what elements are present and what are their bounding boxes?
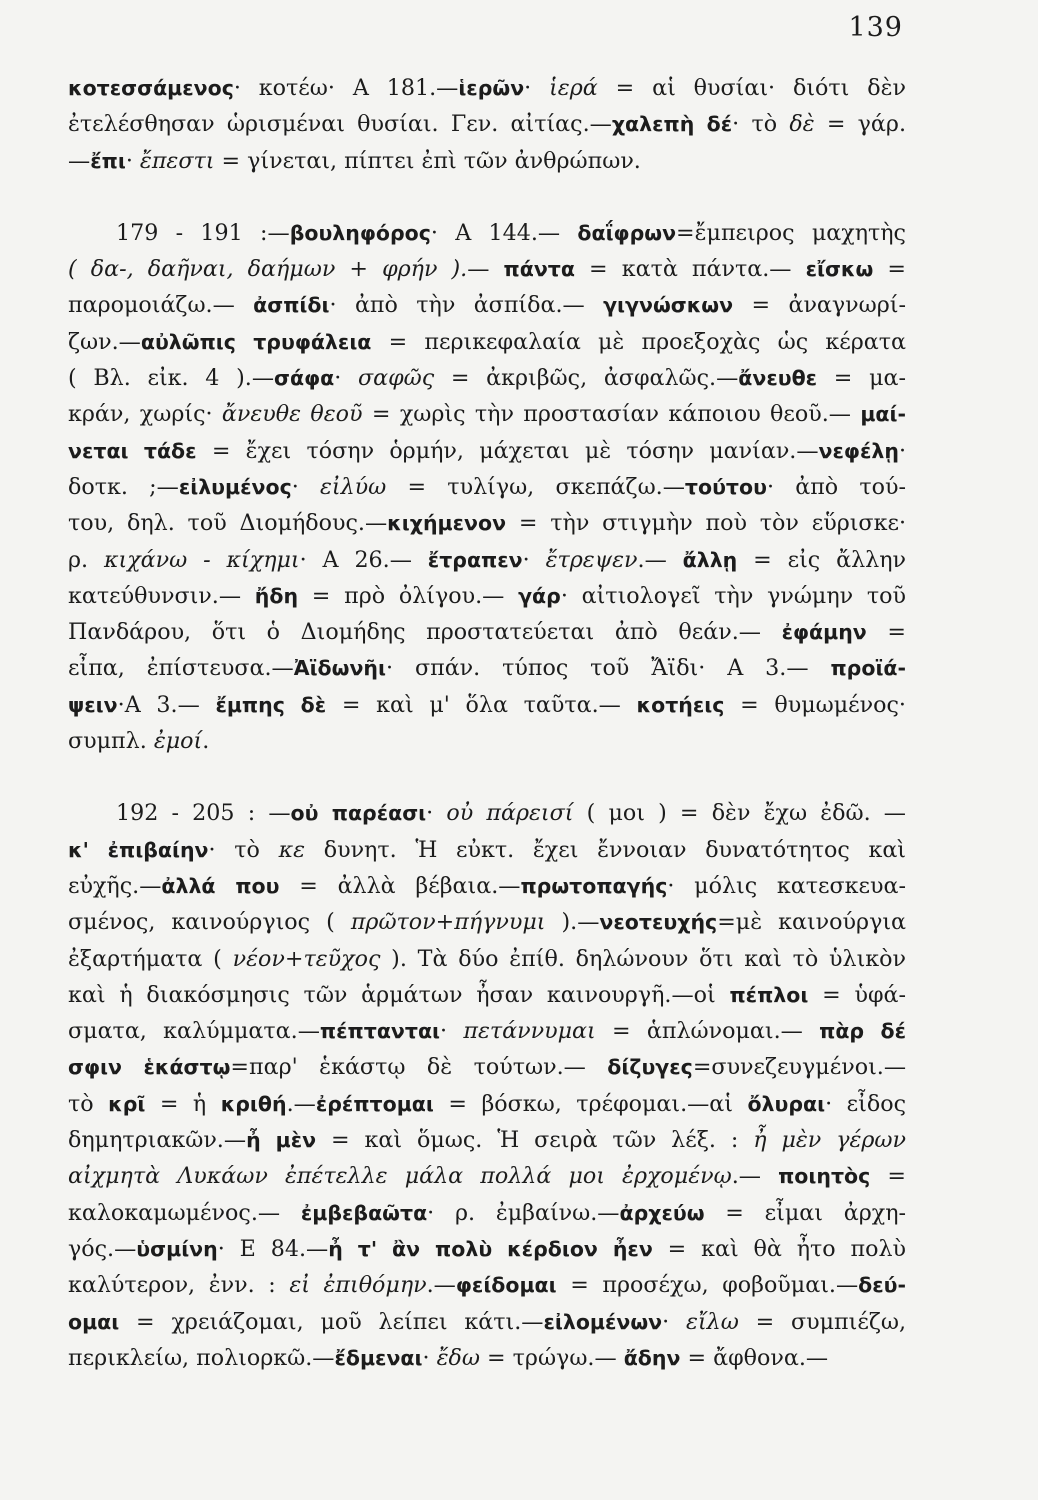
text-run: · σπάν. τύπος τοῦ Ἄϊδι· Α 3.— — [386, 655, 831, 682]
headword: ἄδην — [623, 1345, 681, 1370]
text-run: Πανδάρου, ὅτι ὁ Διομήδης προστατεύεται ἀπὸ θεάν.— — [68, 619, 782, 646]
text-run: 192 - 205 : — — [116, 800, 291, 827]
text-run: περικλείω, πολιορκῶ.— — [68, 1344, 335, 1371]
text-run: σμένος, καινούργιος ( — [68, 909, 351, 936]
italic-text: ἔπεστι — [139, 147, 215, 174]
text-line — [68, 396, 906, 432]
headword: κιχήμενον — [387, 511, 507, 536]
text-run: = ἀναγνωρί- — [733, 292, 906, 319]
text-run: = προσέχω, φοβοῦμαι.— — [556, 1272, 859, 1299]
text-run: — — [68, 147, 91, 174]
text-run: καλύτερον, ἐνν. : — [68, 1272, 290, 1299]
text-line — [68, 324, 906, 360]
text-run: δυνητ. Ἡ εὐκτ. ἔχει ἔννοιαν δυνατότητος καὶ — [305, 836, 906, 863]
text-line — [68, 1231, 906, 1267]
headword: ἐμβεβαῶτα — [300, 1200, 428, 1225]
headword: Ἀϊδωνῆι — [293, 656, 386, 681]
text-line — [68, 578, 906, 614]
headword: κοτήεις — [636, 692, 725, 717]
headword: ἔπι — [90, 148, 126, 173]
text-run: ).— — [545, 909, 600, 936]
text-run: = πρὸ ὀλίγου.— — [298, 582, 519, 609]
text-line — [68, 287, 906, 323]
text-line — [68, 70, 906, 106]
text-run: = ἔχει τόσην ὁρμήν, μάχεται μὲ τόσην μανίαν.— — [196, 437, 819, 464]
text-line — [68, 868, 906, 904]
text-run: του, δηλ. τοῦ Διομήδους.— — [68, 510, 388, 537]
text-line — [68, 977, 906, 1013]
headword: κριθή — [220, 1091, 287, 1116]
text-line — [68, 832, 906, 868]
italic-text: πρῶτον+πήγνυμι — [350, 909, 546, 936]
text-run: = συμπιέζω, — [738, 1308, 906, 1335]
headword: ψειν — [68, 692, 118, 717]
text-line — [68, 941, 906, 977]
text-run: τὸ — [68, 1090, 109, 1117]
text-line — [68, 795, 906, 831]
text-line — [68, 251, 906, 287]
text-run: · μόλις κατεσκευα- — [667, 872, 906, 899]
text-run: · — [426, 800, 447, 827]
text-run: = — [873, 256, 906, 283]
text-line — [68, 1013, 906, 1049]
italic-text: ἄνευθε θεοῦ — [221, 401, 363, 428]
page-body — [68, 70, 906, 1376]
headword: κοτεσσάμενος — [68, 76, 234, 100]
paragraph — [68, 215, 906, 759]
headword: ποιητὸς — [778, 1164, 871, 1189]
headword: εἴσκω — [805, 257, 874, 282]
text-run: =παρ' ἑκάστῳ δὲ τούτων.— — [230, 1054, 608, 1081]
text-run: · εἶδος — [825, 1090, 906, 1117]
headword: εἰλομένων — [543, 1309, 663, 1334]
headword: ὑσμίνη — [136, 1236, 218, 1261]
text-run: · Α 144.— — [430, 219, 578, 246]
italic-text: ἔτρεψεν — [545, 546, 638, 573]
text-run: · κοτέω· Α 181.— — [233, 75, 459, 101]
headword: εἰλυμένος — [178, 474, 292, 499]
headword: πρωτοπαγής — [520, 873, 668, 898]
text-run: · — [334, 365, 358, 392]
text-line — [68, 433, 906, 469]
text-line — [68, 106, 906, 142]
italic-text: εἰλύω — [320, 473, 387, 500]
page-number: 139 — [848, 12, 903, 43]
text-run: κατεύθυνσιν.— — [68, 582, 255, 609]
italic-text: οὐ πάρεισί — [446, 800, 574, 827]
headword: δίζυγες — [607, 1055, 693, 1080]
text-line — [68, 1086, 906, 1122]
text-run: = καὶ μ' ὅλα ταῦτα.— — [326, 691, 637, 718]
text-run: = εἰς ἄλλην — [737, 546, 906, 573]
italic-text: πετάννυμαι — [463, 1018, 596, 1045]
headword: δεύ- — [858, 1273, 906, 1298]
text-run: — — [467, 256, 504, 283]
text-run: ρ. — [68, 546, 104, 573]
headword: φείδομαι — [455, 1273, 557, 1298]
headword: ἱερῶν — [458, 76, 525, 100]
headword: ἤδη — [254, 583, 299, 608]
headword: ἐρέπτομαι — [315, 1091, 434, 1116]
text-line — [68, 1158, 906, 1194]
italic-text: ἱερά — [549, 75, 598, 101]
headword: δαΐφρων — [577, 220, 677, 245]
text-run: · — [291, 473, 321, 500]
text-run: · τὸ — [208, 836, 279, 863]
text-run: = ἡ — [145, 1090, 221, 1117]
text-run: = χρειάζομαι, μοῦ λείπει κάτι.— — [119, 1308, 544, 1335]
text-run: = καὶ ὅμως. Ἡ σειρὰ τῶν λέξ. : — [316, 1127, 754, 1154]
headword: πέπλοι — [729, 982, 809, 1007]
text-run: · Ε 84.— — [217, 1235, 329, 1262]
headword: ὄλυραι — [747, 1091, 826, 1116]
text-run: .— — [426, 1272, 456, 1299]
text-run: · — [440, 1018, 464, 1045]
text-run: = καὶ θὰ ἦτο πολὺ — [652, 1235, 906, 1262]
text-run: · τὸ — [732, 111, 790, 138]
text-run: ἐξαρτήματα ( — [68, 945, 233, 972]
headword: ἦ τ' ἂν πολὺ κέρδιον ἦεν — [328, 1236, 653, 1261]
text-run: συμπλ. — [68, 728, 154, 755]
headword: κρῖ — [108, 1091, 146, 1116]
text-run: εὐχῆς.— — [68, 872, 162, 899]
text-run: =μὲ καινούργια — [717, 909, 906, 936]
text-run: = γίνεται, πίπτει ἐπὶ τῶν ἀνθρώπων. — [214, 147, 641, 174]
text-run: · — [662, 1308, 687, 1335]
text-run: · αἰτιολογεῖ τὴν γνώμην τοῦ — [560, 582, 906, 609]
paragraph — [68, 70, 906, 179]
text-run: · — [125, 147, 140, 174]
text-run: δοτκ. ;— — [68, 473, 179, 500]
headword: νεφέλῃ — [818, 438, 899, 463]
text-run: δημητριακῶν.— — [68, 1127, 247, 1154]
italic-text: εἰ ἐπιθόμην — [289, 1272, 427, 1299]
text-run: .— — [731, 1163, 779, 1190]
text-run: ( Βλ. εἰκ. 4 ).— — [68, 365, 275, 392]
headword: ἔμπης δὲ — [215, 692, 327, 717]
paragraph-gap — [68, 759, 906, 795]
text-run: ἐτελέσθησαν ὡρισμέναι θυσίαι. Γεν. αἰτίας.— — [68, 111, 612, 138]
text-line — [68, 1304, 906, 1340]
headword: ἄνευθε — [738, 366, 818, 391]
headword: ἦ μὲν — [246, 1128, 317, 1153]
text-run: = χωρὶς τὴν προστασίαν κάποιου θεοῦ.— — [362, 401, 861, 428]
text-line — [68, 360, 906, 396]
text-run: = — [866, 619, 906, 646]
text-line — [68, 1195, 906, 1231]
text-run: 179 - 191 :— — [116, 219, 290, 246]
text-line — [68, 1340, 906, 1376]
text-run: = τὴν στιγμὴν ποὺ τὸν εὕρισκε· — [506, 510, 906, 537]
italic-text: ἦ μὲν γέρων — [753, 1127, 906, 1154]
text-run: = βόσκω, τρέφομαι.—αἱ — [433, 1090, 748, 1117]
text-run: εἶπα, ἐπίστευσα.— — [68, 655, 294, 682]
text-run: = ἄφθονα.— — [680, 1344, 829, 1371]
italic-text: κιχάνω - κίχημι — [103, 546, 300, 573]
text-line — [68, 614, 906, 650]
headword: οὐ παρέασι — [290, 801, 427, 826]
text-line — [68, 687, 906, 723]
text-run: =συνεζευγμένοι.— — [692, 1054, 906, 1081]
text-run: · Α 26.— — [299, 546, 428, 573]
headword: ἀσπίδι — [253, 293, 330, 318]
headword: πέπτανται — [319, 1019, 441, 1044]
text-run: = μα- — [817, 365, 906, 392]
headword: ἐφάμην — [781, 620, 867, 645]
headword: μαί- — [860, 402, 906, 427]
text-run: = ἁπλώνομαι.— — [595, 1018, 820, 1045]
text-run: παρομοιάζω.— — [68, 292, 254, 319]
text-run: καλοκαμωμένος.— — [68, 1199, 301, 1226]
text-line — [68, 505, 906, 541]
text-run: · ρ. ἐμβαίνω.— — [427, 1199, 620, 1226]
text-run: = εἶμαι ἀρχη- — [704, 1199, 906, 1226]
text-run: ( μοι ) = δὲν ἔχω ἐδῶ. — — [573, 800, 906, 827]
headword: σάφα — [274, 366, 335, 391]
headword: νεται τάδε — [68, 438, 197, 463]
headword: χαλεπὴ δέ — [611, 112, 733, 137]
headword: ἀρχεύω — [619, 1200, 705, 1225]
text-run: = ἀκριβῶς, ἀσφαλῶς.— — [434, 365, 739, 392]
italic-text: ἔδω — [436, 1344, 480, 1371]
headword: σφιν ἑκάστῳ — [68, 1055, 231, 1080]
text-line — [68, 904, 906, 940]
text-run: = ἀλλὰ βέβαια.— — [279, 872, 521, 899]
text-run: = — [870, 1163, 906, 1190]
headword: ἀλλά που — [161, 873, 280, 898]
text-run: ). Τὰ δύο ἐπίθ. δηλώνουν ὅτι καὶ τὸ ὑλικὸν — [380, 945, 906, 972]
paragraph — [68, 795, 906, 1376]
text-run: = ὑφά- — [808, 981, 906, 1008]
paragraph-gap — [68, 179, 906, 215]
text-run: · — [522, 546, 546, 573]
headword: γιγνώσκων — [603, 293, 734, 318]
text-run: .— — [637, 546, 683, 573]
text-run: · ἀπὸ τὴν ἀσπίδα.— — [329, 292, 604, 319]
text-run: = αἱ θυσίαι· διότι δὲν — [597, 75, 906, 101]
text-line — [68, 1049, 906, 1085]
headword: αὐλῶπις τρυφάλεια — [140, 329, 372, 354]
headword: βουληφόρος — [289, 220, 431, 245]
text-line — [68, 1122, 906, 1158]
text-run: = κατὰ πάντα.— — [574, 256, 806, 283]
text-run: = τυλίγω, σκεπάζω.— — [386, 473, 685, 500]
headword: ἔτραπεν — [427, 547, 523, 572]
text-run: κράν, χωρίς· — [68, 401, 222, 428]
italic-text: εἴλω — [686, 1308, 739, 1335]
text-run: · — [898, 437, 906, 464]
text-run: · — [524, 75, 550, 101]
italic-text: αἰχμητὰ Λυκάων ἐπέτελλε μάλα πολλά μοι ἐρχομένῳ — [68, 1163, 732, 1190]
headword: γάρ — [518, 583, 561, 608]
headword: πὰρ δέ — [819, 1019, 906, 1044]
headword: τούτου — [684, 474, 767, 499]
text-run: = θυμωμένος· — [724, 691, 906, 718]
text-run: = γάρ. — [814, 111, 906, 138]
text-run: · ἀπὸ τού- — [766, 473, 906, 500]
headword: νεοτευχής — [599, 910, 718, 935]
italic-text: ( δα-, δαῆναι, δαήμων + φρήν ). — [68, 256, 468, 283]
text-run: · — [422, 1344, 437, 1371]
text-run: =ἔμπειρος μαχητὴς — [676, 219, 906, 246]
italic-text: κε — [278, 836, 306, 863]
headword: ἔδμεναι — [334, 1345, 423, 1370]
headword: πάντα — [503, 257, 575, 282]
text-line — [68, 1267, 906, 1303]
italic-text: σαφῶς — [357, 365, 435, 392]
text-line — [68, 215, 906, 251]
text-run: ζων.— — [68, 328, 141, 355]
text-run: γός.— — [68, 1235, 137, 1262]
text-line — [68, 143, 906, 179]
italic-text: νέον+τεῦχος — [232, 945, 381, 972]
text-run: = τρώγω.— — [479, 1344, 624, 1371]
text-run: . — [202, 728, 210, 755]
text-line — [68, 542, 906, 578]
text-run: σματα, καλύμματα.— — [68, 1018, 320, 1045]
text-run: = περικεφαλαία μὲ προεξοχὰς ὡς κέρατα — [371, 328, 906, 355]
italic-text: δὲ — [789, 111, 815, 138]
italic-text: ἐμοί — [153, 728, 203, 755]
headword: ομαι — [68, 1309, 120, 1334]
text-line — [68, 723, 906, 759]
text-line — [68, 469, 906, 505]
text-run: ·Α 3.— — [117, 691, 216, 718]
headword: προϊά- — [830, 656, 906, 681]
text-line — [68, 650, 906, 686]
headword: κ' ἐπιβαίην — [68, 837, 209, 862]
text-run: .— — [286, 1090, 316, 1117]
headword: ἄλλῃ — [682, 547, 738, 572]
text-run: καὶ ἡ διακόσμησις τῶν ἁρμάτων ἦσαν καινουργῆ.—οἱ — [68, 981, 730, 1008]
